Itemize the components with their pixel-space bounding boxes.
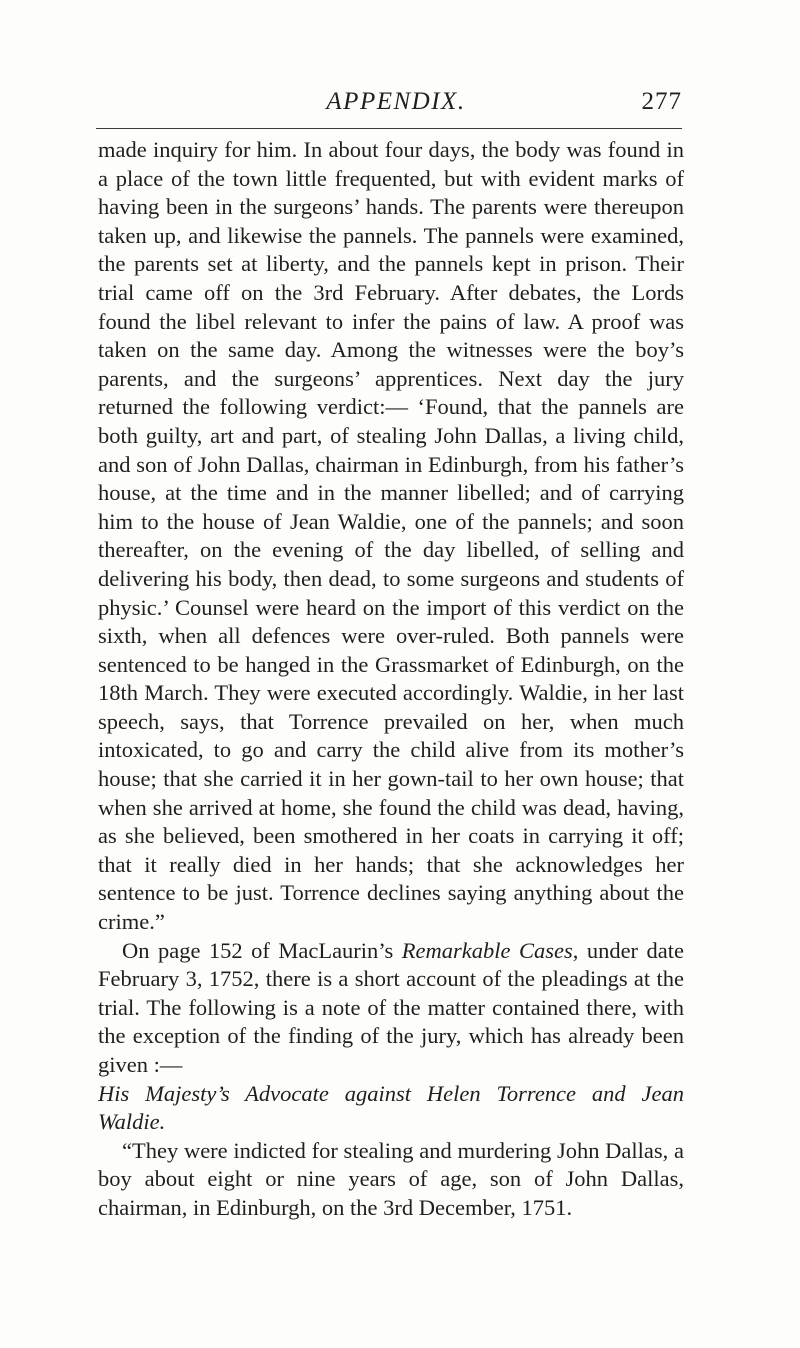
header-rule xyxy=(96,128,682,129)
paragraph-verdict-account: made inquiry for him. In about four days, the body was found in a place of the town little frequented, but with evident marks of having been in the surgeons’ hands. The parents were thereupon taken up, and likewise the pannels. The pannels were examined, the parents set at liberty, and the pannels kept in prison. Their trial came off on the 3rd February. After debates, the Lords found the libel relevant to infer the pains of law. A proof was taken on the same day. Among the witnesses were the boy’s parents, and the surgeons’ apprentices. Next day the jury returned the following verdict:— ‘Found, that the pannels are both guilty, art and part, of stealing John Dallas, a living child, and son of John Dallas, chairman in Edinburgh, from his father’s house, at the time and in the manner libelled; and of carrying him to the house of Jean Waldie, one of the pannels; and soon thereafter, on the evening of the day libelled, of selling and delivering his body, then dead, to some surgeons and students of physic.’ Counsel were heard on the import of this verdict on the sixth, when all defences were over-ruled. Both pannels were sentenced to be hanged in the Grassmarket of Edinburgh, on the 18th March. They were executed accordingly. Waldie, in her last speech, says, that Torrence prevailed on her, when much intoxicated, to go and carry the child alive from its mother’s house; that she carried it in her gown-tail to her own house; that when she arrived at home, she found the child was dead, having, as she believed, been smothered in her coats in carrying it off; that it really died in her hands; that she acknowledges her sentence to be just. Torrence declines saying anything about the crime.” xyxy=(98,137,684,935)
running-title: APPENDIX. xyxy=(326,88,466,115)
paragraph-maclaurin-intro: On page 152 of MacLaurin’s xyxy=(122,937,402,963)
paragraph-indictment: “They were indicted for stealing and murdering John Dallas, a boy about eight or nine years of age, son of John Dallas, chairman, in Edinburgh, on the 3rd December, 1751. xyxy=(98,1137,684,1220)
paragraph-maclaurin-rest: , under date February 3, 1752, there is a short account of the pleadings at the trial. The following is a note of the matter contained there, with the exception of the finding of the jury, which has already been given :— xyxy=(98,937,684,1077)
page-number: 277 xyxy=(641,88,682,115)
book-title-italic: Remarkable Cases xyxy=(401,937,573,963)
paragraph-maclaurin xyxy=(98,937,684,1080)
running-head xyxy=(96,88,696,122)
case-heading: His Majesty’s Advocate against Helen Torrence and Jean Waldie. xyxy=(98,1080,684,1135)
body-text xyxy=(98,136,684,1223)
